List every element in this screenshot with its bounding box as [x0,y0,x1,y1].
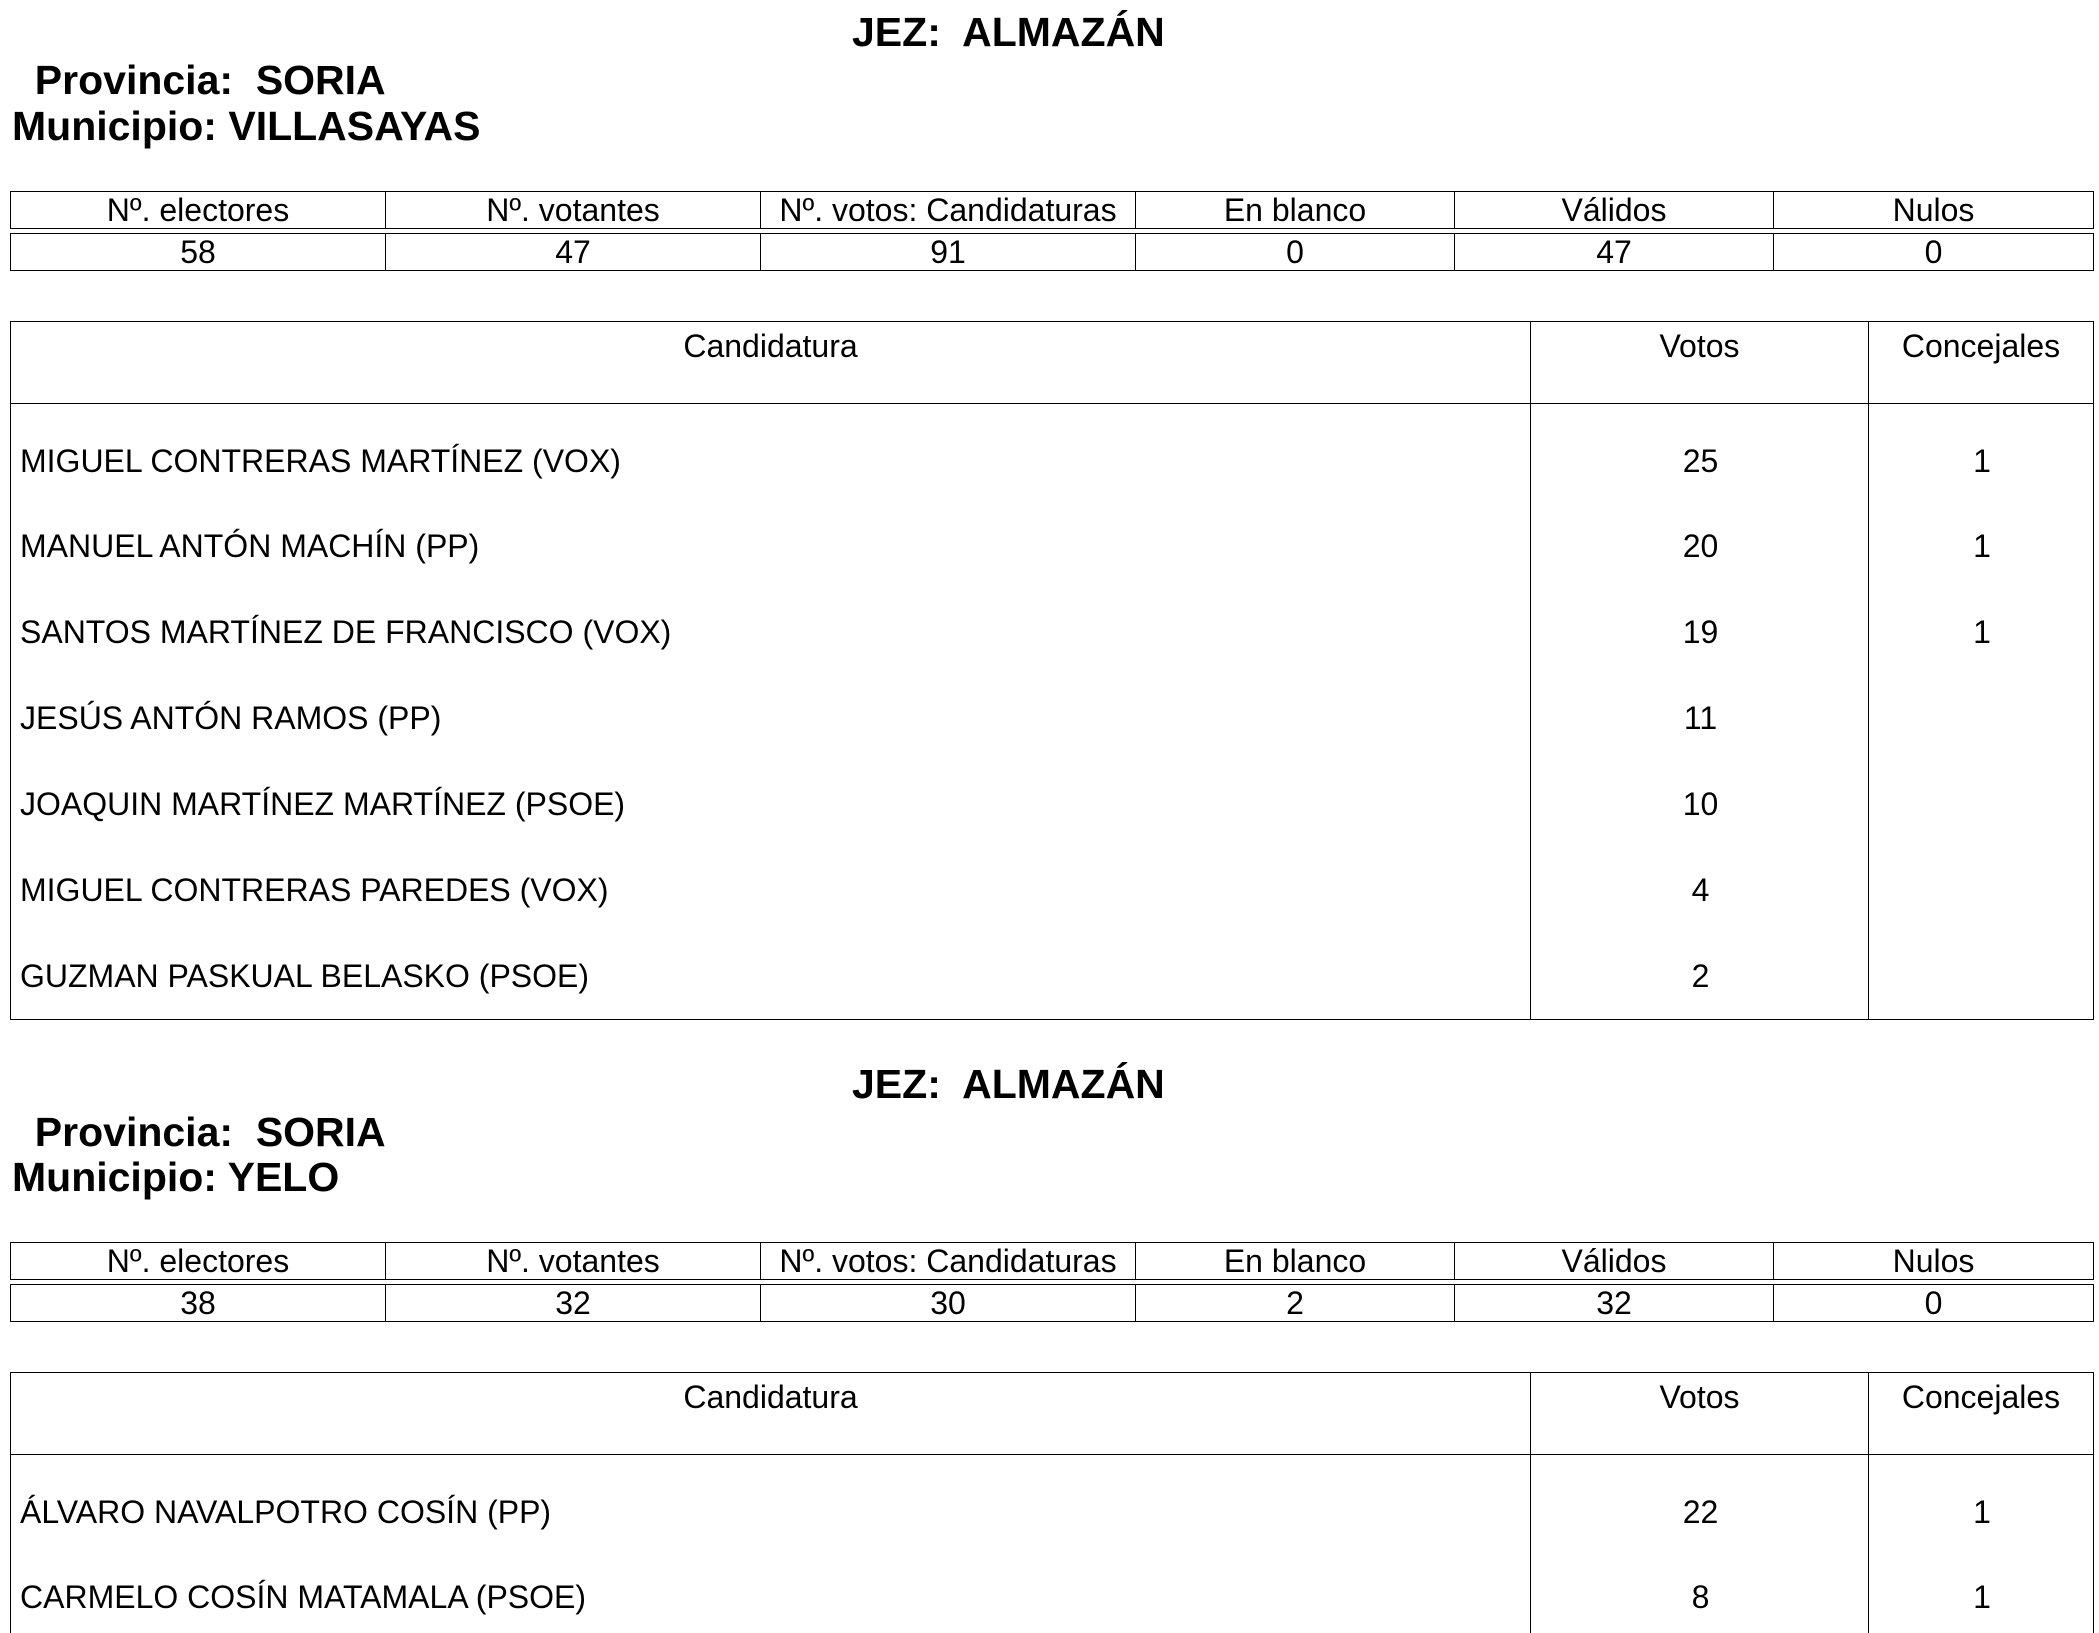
summary-table [10,191,2094,271]
votos-cell: 20 [1531,504,1869,590]
summary-value-cell: 47 [1455,234,1774,271]
candidatura-cell: MIGUEL CONTRERAS PAREDES (VOX) [11,848,1531,934]
summary-value-cell: 30 [761,1285,1136,1322]
summary-value-cell: 38 [11,1285,386,1322]
results-header-row [11,322,2094,404]
summary-value-cell: 91 [761,234,1136,271]
summary-table [10,1242,2094,1322]
results-header-cell: Concejales [1869,322,2094,404]
concejales-cell [1869,848,2094,934]
jez-label: JEZ: ALMAZÁN [852,9,1165,55]
votos-cell: 19 [1531,590,1869,676]
summary-value-cell: 0 [1136,234,1455,271]
concejales-cell [1869,934,2094,1020]
summary-value-cell: 58 [11,234,386,271]
results-header-cell: Candidatura [11,322,1531,404]
jez-label: JEZ: ALMAZÁN [852,1061,1165,1107]
summary-header-row [11,1243,2094,1280]
concejales-cell [1869,676,2094,762]
summary-value-cell: 0 [1774,234,2094,271]
table-row [11,934,2094,1020]
summary-header-cell: En blanco [1136,1243,1455,1280]
summary-header-cell: Nº. votantes [386,192,761,229]
results-header-row [11,1373,2094,1455]
summary-header-row [11,192,2094,229]
candidatura-cell: JOAQUIN MARTÍNEZ MARTÍNEZ (PSOE) [11,762,1531,848]
provincia-label: Provincia: SORIA [34,1109,386,1155]
table-row [11,404,2094,504]
municipio-heading: Municipio: VILLASAYAS [12,103,481,149]
votos-cell: 11 [1531,676,1869,762]
summary-header-cell: Válidos [1455,1243,1774,1280]
summary-header-cell: Nulos [1774,192,2094,229]
candidatura-cell: ÁLVARO NAVALPOTRO COSÍN (PP) [11,1455,1531,1555]
table-row [11,1555,2094,1633]
table-row [11,762,2094,848]
summary-value-cell: 32 [1455,1285,1774,1322]
votos-cell: 22 [1531,1455,1869,1555]
results-header-cell: Candidatura [11,1373,1531,1455]
results-table [10,1372,2094,1633]
summary-header-cell: Nulos [1774,1243,2094,1280]
candidatura-cell: SANTOS MARTÍNEZ DE FRANCISCO (VOX) [11,590,1531,676]
summary-header-cell: Válidos [1455,192,1774,229]
table-row [11,504,2094,590]
summary-header-cell: Nº. electores [11,1243,386,1280]
summary-header-cell: Nº. votos: Candidaturas [761,192,1136,229]
summary-value-row [11,234,2094,271]
municipio-heading: Municipio: YELO [12,1154,340,1200]
provincia-label: Provincia: SORIA [34,57,386,103]
summary-value-cell: 0 [1774,1285,2094,1322]
votos-cell: 4 [1531,848,1869,934]
summary-value-cell: 2 [1136,1285,1455,1322]
table-row [11,1455,2094,1555]
summary-header-cell: Nº. votantes [386,1243,761,1280]
concejales-cell: 1 [1973,1578,1991,1615]
table-row [11,848,2094,934]
concejales-cell: 1 [1973,1494,1991,1531]
concejales-cell: 1 [1973,528,1991,564]
candidatura-cell: MANUEL ANTÓN MACHÍN (PP) [11,504,1531,590]
summary-header-cell: Nº. electores [11,192,386,229]
votos-cell: 8 [1531,1555,1869,1633]
table-row [11,676,2094,762]
results-table [10,321,2094,1020]
summary-value-cell: 32 [386,1285,761,1322]
candidatura-cell: GUZMAN PASKUAL BELASKO (PSOE) [11,934,1531,1020]
votos-cell: 2 [1531,934,1869,1020]
summary-value-row [11,1285,2094,1322]
table-row [11,590,2094,676]
candidatura-cell: JESÚS ANTÓN RAMOS (PP) [11,676,1531,762]
concejales-cell: 1 [1973,614,1991,650]
candidatura-cell: CARMELO COSÍN MATAMALA (PSOE) [11,1555,1531,1633]
results-header-cell: Votos [1531,322,1869,404]
summary-value-cell: 47 [386,234,761,271]
summary-header-cell: En blanco [1136,192,1455,229]
candidatura-cell: MIGUEL CONTRERAS MARTÍNEZ (VOX) [11,404,1531,504]
votos-cell: 25 [1531,404,1869,504]
votos-cell: 10 [1531,762,1869,848]
results-header-cell: Votos [1531,1373,1869,1455]
results-header-cell: Concejales [1869,1373,2094,1455]
concejales-cell [1869,762,2094,848]
concejales-cell: 1 [1973,443,1991,480]
summary-header-cell: Nº. votos: Candidaturas [761,1243,1136,1280]
